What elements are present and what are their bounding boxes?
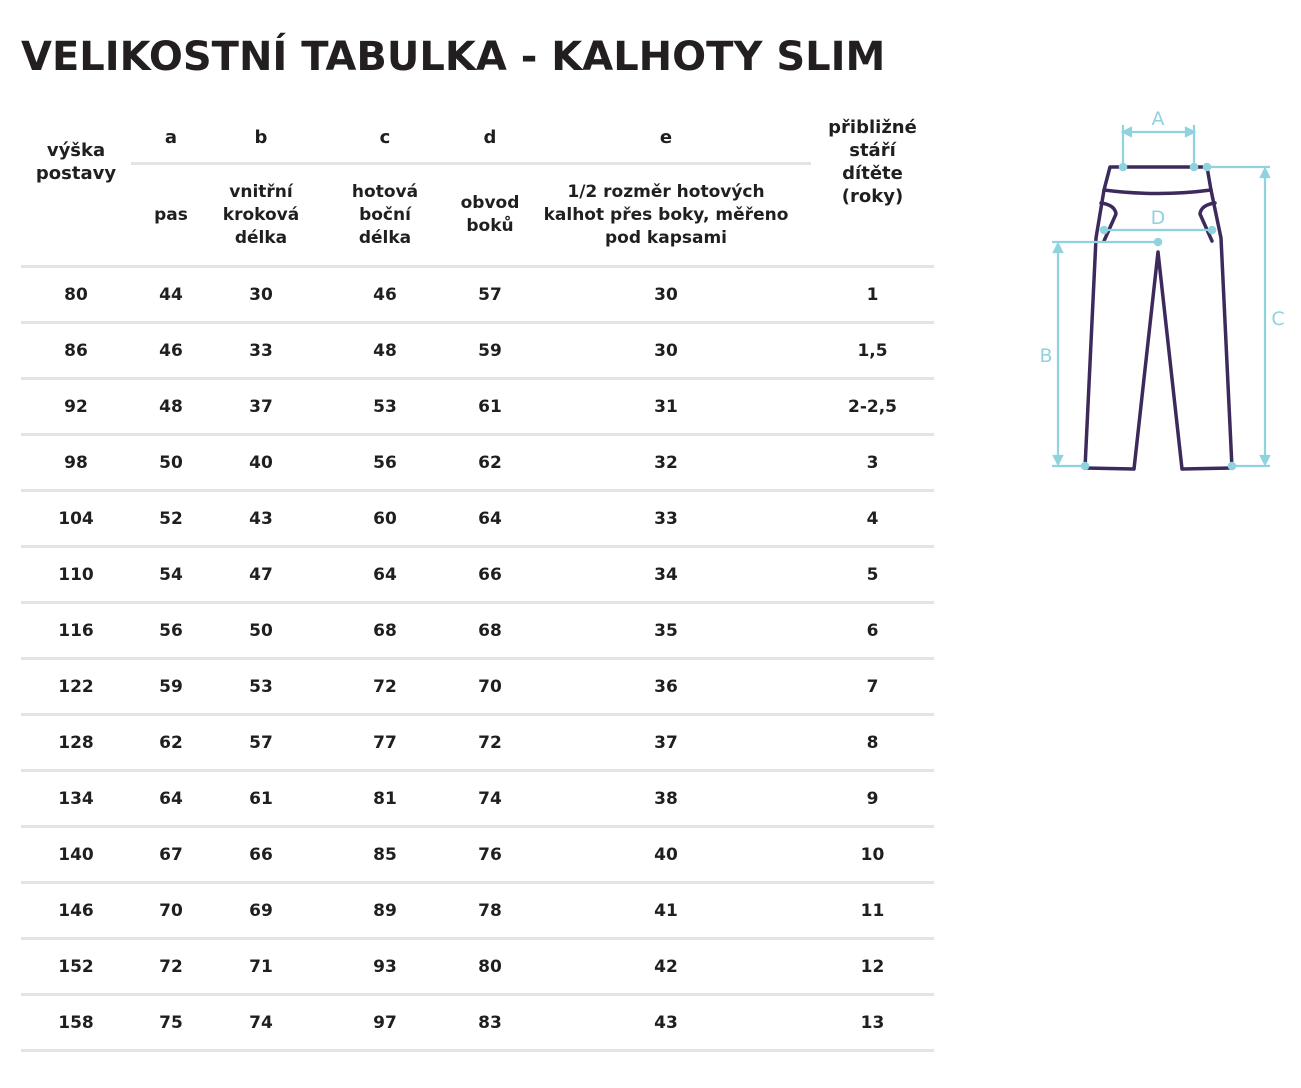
cell-side-length: 68 xyxy=(311,603,459,659)
cell-hips: 74 xyxy=(459,771,521,827)
table-row xyxy=(21,547,934,603)
header-height-line: postavy xyxy=(35,162,117,184)
table-row xyxy=(21,995,934,1051)
cell-age: 1 xyxy=(811,267,934,323)
cell-waist: 67 xyxy=(131,827,211,883)
cell-hips: 80 xyxy=(459,939,521,995)
cell-half-width: 36 xyxy=(521,659,811,715)
cell-hips: 72 xyxy=(459,715,521,771)
page-title: VELIKOSTNÍ TABULKA - KALHOTY SLIM xyxy=(21,34,886,80)
table-row xyxy=(21,323,934,379)
header-half-width xyxy=(521,164,811,267)
cell-inseam: 61 xyxy=(211,771,311,827)
cell-hips: 83 xyxy=(459,995,521,1051)
measure-point xyxy=(1229,463,1235,469)
cell-hips: 61 xyxy=(459,379,521,435)
cell-height: 128 xyxy=(21,715,131,771)
cell-age: 7 xyxy=(811,659,934,715)
cell-height: 152 xyxy=(21,939,131,995)
header-side-length-line: hotová xyxy=(351,181,419,202)
table-row xyxy=(21,379,934,435)
header-hips-line: obvod xyxy=(460,193,520,213)
cell-waist: 50 xyxy=(131,435,211,491)
table-row xyxy=(21,267,934,323)
header-inseam-line: kroková xyxy=(222,204,300,225)
cell-waist: 64 xyxy=(131,771,211,827)
cell-hips: 76 xyxy=(459,827,521,883)
cell-half-width: 30 xyxy=(521,267,811,323)
cell-side-length: 64 xyxy=(311,547,459,603)
header-age-line: přibližné stáří xyxy=(828,116,917,161)
cell-height: 146 xyxy=(21,883,131,939)
size-table xyxy=(21,112,934,1052)
letter-e: e xyxy=(521,112,811,164)
header-waist-line: pas xyxy=(154,204,188,225)
measure-point xyxy=(1082,463,1088,469)
header-height xyxy=(21,112,131,267)
measure-point xyxy=(1209,227,1215,233)
cell-side-length: 85 xyxy=(311,827,459,883)
cell-half-width: 34 xyxy=(521,547,811,603)
pants-diagram xyxy=(1030,100,1300,490)
header-inseam-line: délka xyxy=(234,227,288,248)
cell-inseam: 33 xyxy=(211,323,311,379)
cell-age: 4 xyxy=(811,491,934,547)
measure-point xyxy=(1191,164,1197,170)
header-age xyxy=(811,112,934,267)
cell-half-width: 42 xyxy=(521,939,811,995)
table-row xyxy=(21,771,934,827)
waistband-line xyxy=(1104,190,1211,194)
cell-side-length: 48 xyxy=(311,323,459,379)
cell-height: 92 xyxy=(21,379,131,435)
cell-hips: 59 xyxy=(459,323,521,379)
cell-age: 5 xyxy=(811,547,934,603)
cell-waist: 72 xyxy=(131,939,211,995)
header-age-line: dítěte (roky) xyxy=(841,162,904,207)
arrowhead xyxy=(1054,456,1062,464)
cell-age: 11 xyxy=(811,883,934,939)
cell-inseam: 66 xyxy=(211,827,311,883)
arrowhead xyxy=(1261,169,1269,177)
header-inseam xyxy=(211,164,311,267)
cell-inseam: 53 xyxy=(211,659,311,715)
cell-age: 1,5 xyxy=(811,323,934,379)
cell-inseam: 71 xyxy=(211,939,311,995)
cell-age: 10 xyxy=(811,827,934,883)
cell-waist: 52 xyxy=(131,491,211,547)
cell-height: 116 xyxy=(21,603,131,659)
cell-height: 134 xyxy=(21,771,131,827)
cell-age: 12 xyxy=(811,939,934,995)
cell-side-length: 60 xyxy=(311,491,459,547)
header-side-length-line: boční xyxy=(359,204,411,225)
cell-side-length: 53 xyxy=(311,379,459,435)
letter-d: d xyxy=(459,112,521,164)
header-height-line: výška xyxy=(46,139,106,161)
table-row xyxy=(21,491,934,547)
cell-age: 6 xyxy=(811,603,934,659)
table-row xyxy=(21,715,934,771)
cell-inseam: 57 xyxy=(211,715,311,771)
arrowhead xyxy=(1123,128,1131,136)
header-half-width-line: kalhot přes boky, měřeno xyxy=(543,204,789,225)
table-row xyxy=(21,435,934,491)
cell-half-width: 30 xyxy=(521,323,811,379)
cell-hips: 66 xyxy=(459,547,521,603)
cell-half-width: 38 xyxy=(521,771,811,827)
cell-age: 8 xyxy=(811,715,934,771)
cell-height: 80 xyxy=(21,267,131,323)
letter-b: b xyxy=(211,112,311,164)
cell-half-width: 37 xyxy=(521,715,811,771)
header-half-width-line: 1/2 rozměr hotových xyxy=(567,181,765,202)
cell-half-width: 33 xyxy=(521,491,811,547)
measure-point xyxy=(1204,164,1210,170)
header-waist xyxy=(131,164,211,267)
cell-waist: 44 xyxy=(131,267,211,323)
cell-waist: 48 xyxy=(131,379,211,435)
label-c: C xyxy=(1271,308,1285,330)
letter-header-row xyxy=(21,112,934,164)
cell-half-width: 40 xyxy=(521,827,811,883)
cell-hips: 78 xyxy=(459,883,521,939)
cell-inseam: 37 xyxy=(211,379,311,435)
table-row xyxy=(21,603,934,659)
cell-age: 3 xyxy=(811,435,934,491)
table-row xyxy=(21,939,934,995)
cell-height: 110 xyxy=(21,547,131,603)
cell-inseam: 74 xyxy=(211,995,311,1051)
label-b: B xyxy=(1039,345,1053,367)
cell-inseam: 30 xyxy=(211,267,311,323)
arrowhead xyxy=(1186,128,1194,136)
cell-hips: 68 xyxy=(459,603,521,659)
table-row xyxy=(21,883,934,939)
cell-half-width: 35 xyxy=(521,603,811,659)
header-hips xyxy=(459,164,521,267)
cell-age: 9 xyxy=(811,771,934,827)
header-hips-line: boků xyxy=(466,216,514,236)
cell-waist: 75 xyxy=(131,995,211,1051)
measure-point xyxy=(1155,239,1161,245)
cell-inseam: 43 xyxy=(211,491,311,547)
cell-inseam: 40 xyxy=(211,435,311,491)
cell-side-length: 56 xyxy=(311,435,459,491)
arrowhead xyxy=(1261,456,1269,464)
table-row xyxy=(21,827,934,883)
label-d: D xyxy=(1150,207,1166,229)
cell-half-width: 32 xyxy=(521,435,811,491)
header-side-length-line: délka xyxy=(358,227,412,248)
left-pocket xyxy=(1101,203,1116,241)
letter-a: a xyxy=(131,112,211,164)
measure-point xyxy=(1101,227,1107,233)
cell-side-length: 97 xyxy=(311,995,459,1051)
measure-point xyxy=(1120,164,1126,170)
cell-inseam: 50 xyxy=(211,603,311,659)
cell-half-width: 31 xyxy=(521,379,811,435)
cell-height: 140 xyxy=(21,827,131,883)
header-inseam-line: vnitřní xyxy=(229,181,293,202)
cell-side-length: 81 xyxy=(311,771,459,827)
table-body xyxy=(21,267,934,1051)
letter-c: c xyxy=(311,112,459,164)
cell-waist: 59 xyxy=(131,659,211,715)
cell-waist: 54 xyxy=(131,547,211,603)
cell-height: 104 xyxy=(21,491,131,547)
cell-height: 122 xyxy=(21,659,131,715)
header-side-length xyxy=(311,164,459,267)
cell-hips: 62 xyxy=(459,435,521,491)
cell-waist: 62 xyxy=(131,715,211,771)
cell-side-length: 46 xyxy=(311,267,459,323)
cell-waist: 46 xyxy=(131,323,211,379)
cell-side-length: 93 xyxy=(311,939,459,995)
description-header-row xyxy=(21,164,934,267)
header-half-width-line: pod kapsami xyxy=(604,227,727,248)
cell-height: 158 xyxy=(21,995,131,1051)
cell-half-width: 43 xyxy=(521,995,811,1051)
cell-age: 13 xyxy=(811,995,934,1051)
cell-side-length: 72 xyxy=(311,659,459,715)
cell-height: 98 xyxy=(21,435,131,491)
cell-waist: 56 xyxy=(131,603,211,659)
cell-side-length: 77 xyxy=(311,715,459,771)
cell-hips: 64 xyxy=(459,491,521,547)
table-row xyxy=(21,659,934,715)
cell-side-length: 89 xyxy=(311,883,459,939)
cell-half-width: 41 xyxy=(521,883,811,939)
cell-waist: 70 xyxy=(131,883,211,939)
arrowhead xyxy=(1054,244,1062,252)
cell-age: 2-2,5 xyxy=(811,379,934,435)
cell-hips: 57 xyxy=(459,267,521,323)
right-pocket xyxy=(1200,203,1215,241)
cell-hips: 70 xyxy=(459,659,521,715)
cell-height: 86 xyxy=(21,323,131,379)
cell-inseam: 47 xyxy=(211,547,311,603)
cell-inseam: 69 xyxy=(211,883,311,939)
label-a: A xyxy=(1151,108,1165,130)
